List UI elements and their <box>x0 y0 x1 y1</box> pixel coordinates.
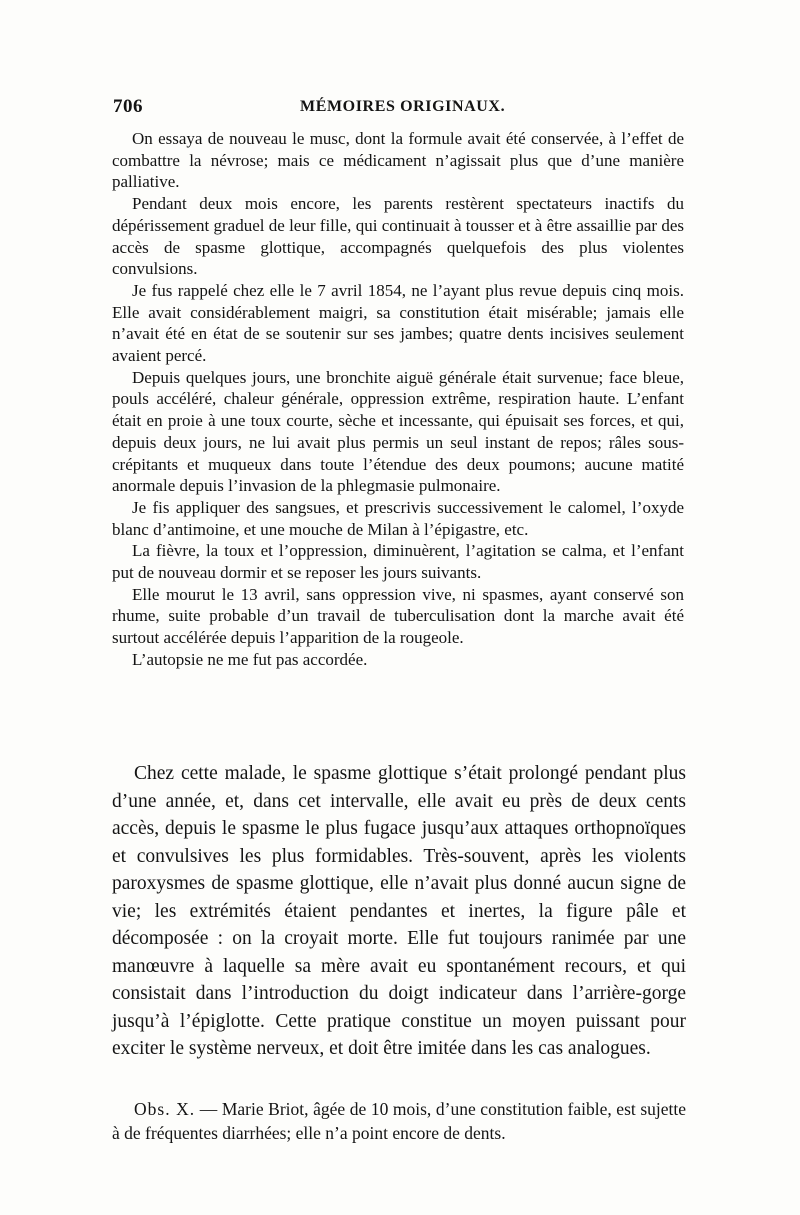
case-narrative <box>112 128 684 671</box>
observation-text: — Marie Briot, âgée de 10 mois, d’une constitution faible, est sujette à de fréquentes diarrhées; elle n’a point encore de dents. <box>112 1099 686 1143</box>
commentary-paragraph: Chez cette malade, le spasme glottique s’était prolongé pendant plus d’une année, et, dans cet intervalle, elle avait eu près de deux cents accès, depuis le spasme le plus fugace jusqu’aux attaques orthopnoïques et convulsives les plus formidables. Très-souvent, après les violents paroxysmes de spasme glottique, elle n’avait plus donné aucun signe de vie; les extrémités étaient pendantes et inertes, la figure pâle et décomposée : on la croyait morte. Elle fut toujours ranimée par une manœuvre à laquelle sa mère avait eu spontanément recours, et qui consistait dans l’introduction du doigt indicateur dans l’arrière-gorge jusqu’à l’épiglotte. Cette pratique constitue un moyen puissant pour exciter le système nerveux, et doit être imitée dans les cas analogues. <box>112 763 686 1059</box>
observation-label: Obs. X. <box>134 1099 196 1119</box>
commentary <box>112 760 686 1063</box>
page-number: 706 <box>113 96 143 117</box>
paragraph: Je fis appliquer des sangsues, et prescrivis successivement le calomel, l’oxyde blanc d’antimoine, et une mouche de Milan à l’épigastre, etc. <box>112 497 684 539</box>
observation-block <box>112 1097 686 1145</box>
paragraph: On essaya de nouveau le musc, dont la formule avait été conservée, à l’effet de combattre la névrose; mais ce médicament n’agissait plus que d’une manière palliative. <box>112 129 684 192</box>
paragraph: Pendant deux mois encore, les parents restèrent spectateurs inactifs du dépérissement graduel de leur fille, qui continuait à tousser et à être assaillie par des accès de spasme glottique, accompagnés quelquefois des plus violentes convulsions. <box>112 194 684 279</box>
paragraph: Elle mourut le 13 avril, sans oppression vive, ni spasmes, ayant conservé son rhume, suite probable d’un travail de tuberculisation dont la marche avait été surtout accélérée depuis l’apparition de la rougeole. <box>112 584 684 648</box>
observation-paragraph <box>112 1097 686 1145</box>
paragraph: Je fus rappelé chez elle le 7 avril 1854, ne l’ayant plus revue depuis cinq mois. Elle avait considérablement maigri, sa constitution était misérable; jamais elle n’avait été en état de se soutenir sur ses jambes; quatre dents incisives seulement avaient percé. <box>112 280 684 366</box>
paragraph: L’autopsie ne me fut pas accordée. <box>132 649 368 669</box>
paragraph: Depuis quelques jours, une bronchite aiguë générale était survenue; face bleue, pouls accéléré, chaleur générale, oppression extrême, respiration haute. L’enfant était en proie à une toux courte, sèche et incessante, qui épuisait ses forces, et qui, depuis deux jours, ne lui avait plus permis un seul instant de repos; râles sous-crépitants et muqueux dans toute l’étendue des deux poumons; aucune matité anormale depuis l’invasion de la phlegmasie pulmonaire. <box>112 367 684 496</box>
running-title: MÉMOIRES ORIGINAUX. <box>300 98 506 115</box>
page-header <box>113 96 683 122</box>
paragraph: La fièvre, la toux et l’oppression, diminuèrent, l’agitation se calma, et l’enfant put de nouveau dormir et se reposer les jours suivants. <box>112 541 684 583</box>
